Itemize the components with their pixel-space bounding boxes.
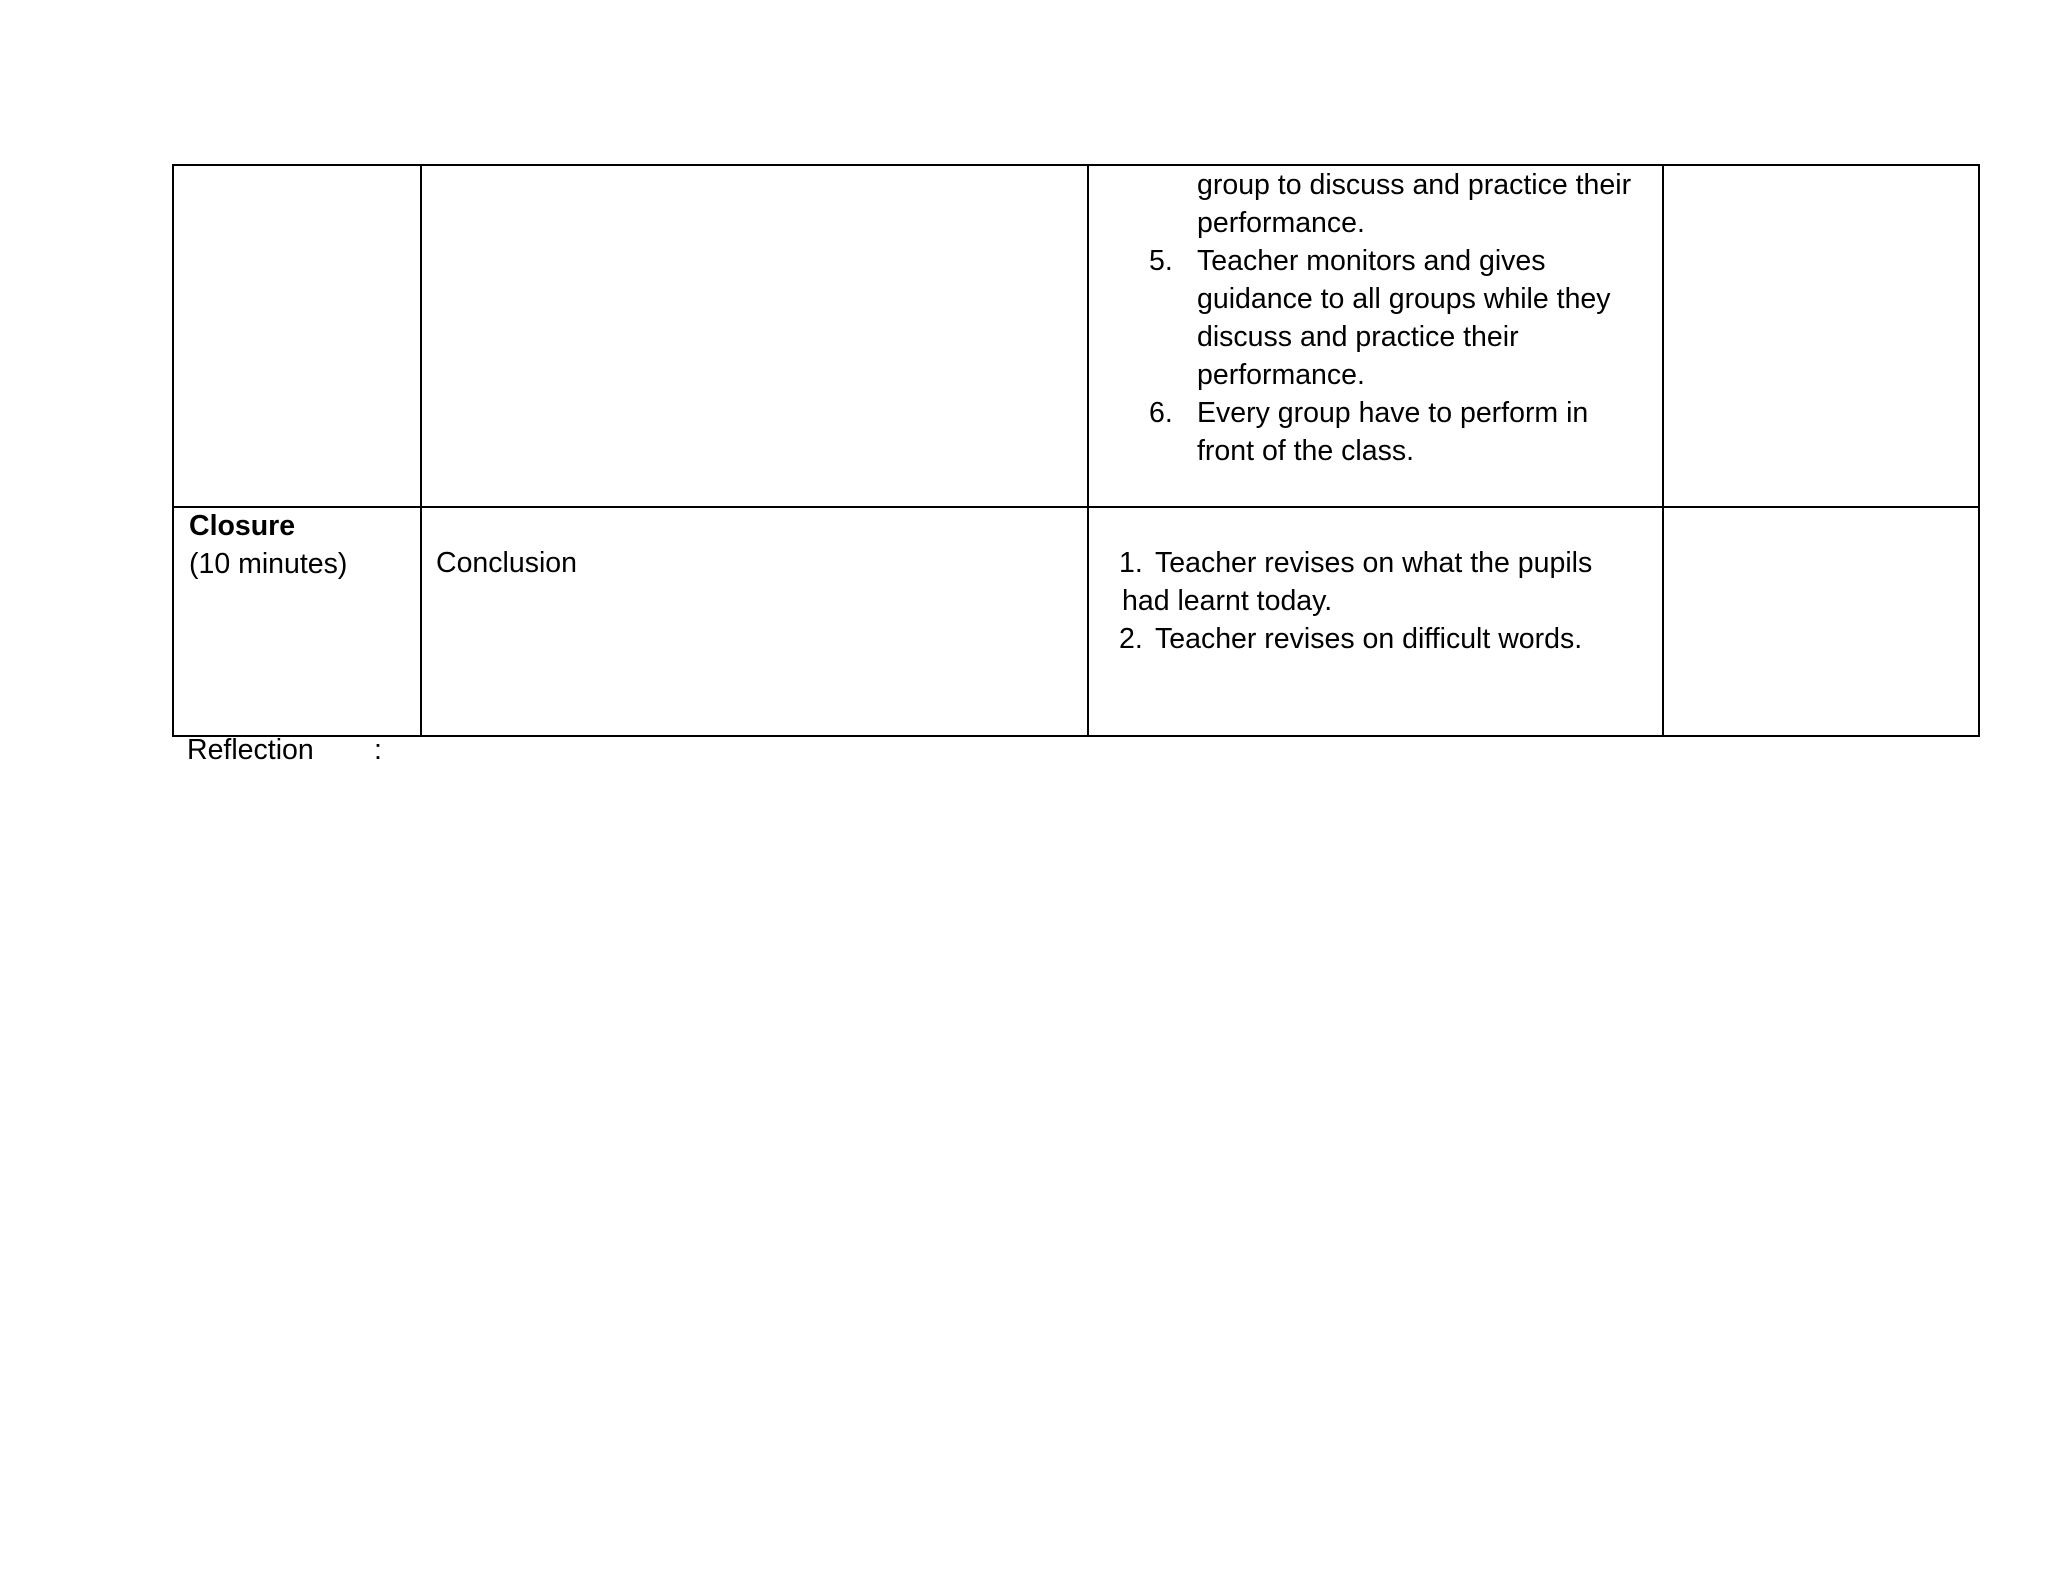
activity-step-6 xyxy=(1089,394,1662,470)
closure-step-2 xyxy=(1089,620,1662,658)
activity-cell-continued xyxy=(1088,165,1663,507)
step-text-line: front of the class. xyxy=(1197,435,1415,467)
step-text-line: Every group have to perform in xyxy=(1197,397,1589,429)
content-cell-empty xyxy=(421,165,1088,507)
step-number: 5. xyxy=(1149,245,1173,277)
stage-cell-empty xyxy=(173,165,421,507)
step-number: 1. xyxy=(1119,547,1143,579)
activity-text-line: group to discuss and practice their xyxy=(1197,169,1632,201)
step-text-line: discuss and practice their xyxy=(1197,321,1519,353)
step-text-line: Teacher revises on what the pupils xyxy=(1155,547,1593,579)
remarks-cell-closure xyxy=(1663,507,1979,736)
activity-text-line: performance. xyxy=(1197,207,1365,239)
step-text-line: performance. xyxy=(1197,359,1365,391)
activity-step-5 xyxy=(1089,242,1662,394)
reflection-colon: : xyxy=(374,734,382,766)
step-text-line: Teacher monitors and gives xyxy=(1197,245,1546,277)
stage-cell-closure xyxy=(173,507,421,736)
content-cell-closure xyxy=(421,507,1088,736)
lesson-plan-table xyxy=(172,164,1980,737)
step-number: 6. xyxy=(1149,397,1173,429)
step-number: 2. xyxy=(1119,623,1143,655)
stage-duration: (10 minutes) xyxy=(189,548,348,580)
step-text-line: had learnt today. xyxy=(1122,585,1333,617)
remarks-cell-empty xyxy=(1663,165,1979,507)
step-text-line: Teacher revises on difficult words. xyxy=(1155,623,1583,655)
table-row-closure xyxy=(173,507,1979,736)
reflection-line xyxy=(187,731,382,769)
reflection-label: Reflection xyxy=(187,734,314,766)
stage-title: Closure xyxy=(189,510,296,542)
activity-cell-closure xyxy=(1088,507,1663,736)
step-text-line: guidance to all groups while they xyxy=(1197,283,1611,315)
closure-step-1 xyxy=(1089,544,1662,620)
table-row-continued xyxy=(173,165,1979,507)
content-text: Conclusion xyxy=(436,547,577,579)
